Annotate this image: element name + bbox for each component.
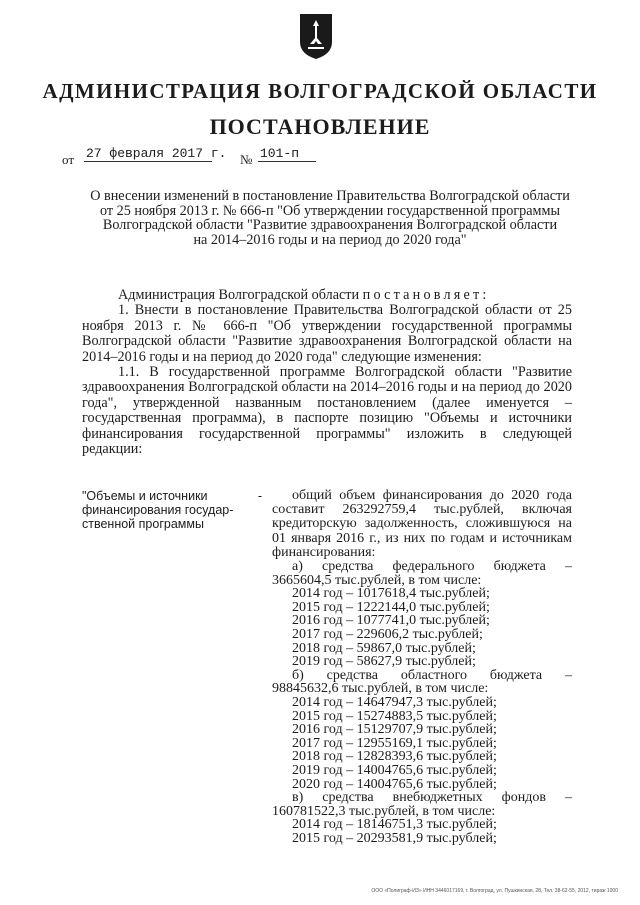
extrabudget-funds-label: в) средства внебюджетных фондов – [292, 790, 572, 806]
label-line: финансирования государ- [82, 503, 234, 517]
title-line: от 25 ноября 2013 г. № 666-п "Об утверждении государственной программы [99, 202, 561, 219]
extrabudget-funds-total: 160781522,3 тыс.рублей, в том числе: [272, 803, 496, 819]
label-dash: - [257, 489, 262, 503]
federal-year-item: 2015 год – 1222144,0 тыс.рублей; [292, 599, 490, 615]
title-line: О внесении изменений в постановление Правительства Волгоградской области [90, 188, 570, 204]
financing-value-cell [272, 489, 572, 845]
paragraph-1: 1. Внести в постановление Правительства Волгоградской области от 25 ноября 2013 г. № 666-п "Об утверждении государственной программы Волгоградской области "Развитие здравоохранения Волгоградской области на 2014–2016 годы и на период до 2020 года" следующие изменения: [82, 302, 572, 365]
regional-year-item: 2018 год – 12828393,6 тыс.рублей; [292, 749, 497, 765]
extrabudget-year-item: 2015 год – 20293581,9 тыс.рублей; [292, 830, 497, 846]
title-line: на 2014–2016 годы и на период до 2020 года" [193, 231, 467, 248]
number-label: № [240, 152, 253, 167]
regional-year-item: 2014 год – 14647947,3 тыс.рублей; [292, 694, 497, 710]
regional-year-item: 2017 год – 12955169,1 тыс.рублей; [292, 735, 497, 751]
financing-intro: общий объем финансирования до 2020 года составит 263292759,4 тыс.рублей, включая кредиторскую задолженность, сложившуюся на 01 января 2016 г., из них по годам и источникам финансирования: [272, 488, 572, 560]
regional-year-item: 2019 год – 14004765,6 тыс.рублей; [292, 762, 497, 778]
document-date: 27 февраля 2017 г. [86, 146, 227, 161]
document-body [82, 288, 572, 457]
federal-year-item: 2018 год – 59867,0 тыс.рублей; [292, 640, 476, 656]
intro-decree-word: постановляет: [362, 287, 490, 303]
paragraph-1-1: 1.1. В государственной программе Волгоградской области "Развитие здравоохранения Волгоградской области на 2014–2016 годы и на период до 2020 года", утвержденной названным постановлением (далее именуется – государственная программа), в паспорте позицию "Объемы и источники финансирования государственной программы" изложить в следующей редакции: [82, 364, 572, 458]
intro-paragraph [82, 288, 572, 303]
regional-budget-total: 98845632,6 тыс.рублей, в том числе: [272, 681, 489, 697]
document-title [82, 189, 578, 247]
volgograd-coat-of-arms-icon [298, 12, 334, 60]
federal-year-item: 2017 год – 229606,2 тыс.рублей; [292, 626, 483, 642]
extrabudget-year-item: 2014 год – 18146751,3 тыс.рублей; [292, 817, 497, 833]
regional-budget-label: б) средства областного бюджета – [292, 667, 572, 683]
federal-year-item: 2014 год – 1017618,4 тыс.рублей; [292, 586, 490, 602]
intro-lead: Администрация Волгоградской области [118, 287, 360, 303]
document-type: ПОСТАНОВЛЕНИЕ [209, 114, 431, 139]
federal-year-item: 2016 год – 1077741,0 тыс.рублей; [292, 613, 490, 629]
regional-year-item: 2015 год – 15274883,5 тыс.рублей; [292, 708, 497, 724]
financing-label-cell [82, 489, 262, 531]
title-line: Волгоградской области "Развитие здравоохранения Волгоградской области [102, 217, 558, 233]
label-line: ственной программы [82, 517, 204, 531]
regional-year-item: 2016 год – 15129707,9 тыс.рублей; [292, 722, 497, 738]
regional-year-item: 2020 год – 14004765,6 тыс.рублей; [292, 776, 497, 792]
agency-name: АДМИНИСТРАЦИЯ ВОЛГОГРАДСКОЙ ОБЛАСТИ [42, 79, 598, 103]
document-number: 101-п [258, 146, 316, 162]
date-from-label: от [62, 152, 75, 167]
label-line: "Объемы и источники [82, 489, 208, 503]
federal-budget-label: а) средства федерального бюджета – [292, 559, 572, 575]
federal-year-item: 2019 год – 58627,9 тыс.рублей; [292, 654, 476, 670]
federal-budget-total: 3665604,5 тыс.рублей, в том числе: [272, 572, 482, 588]
print-footer: ООО «Полиграф-ИЗ» ИНН 3446017169, г. Волгоград, ул. Пушкинская, 28, Тел. 38-62-55, 2012, тираж 1000 [371, 888, 618, 894]
